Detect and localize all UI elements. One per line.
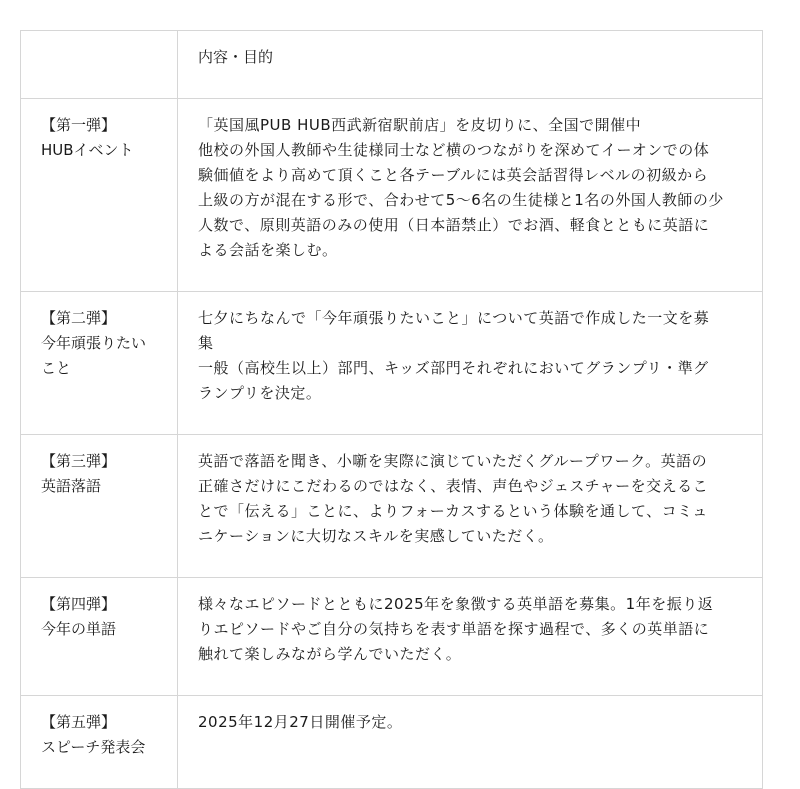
event-label-cell: [21, 696, 178, 789]
event-label-cell: [21, 292, 178, 435]
event-name: 今年頑張りたい: [41, 334, 147, 352]
content-line: 「英国風PUB HUB西武新宿駅前店」を皮切りに、全国で開催中: [198, 116, 642, 134]
table-row: [21, 578, 763, 696]
table-row: [21, 696, 763, 789]
content-line: 正確さだけにこだわるのではなく、表情、声色やジェスチャーを交えるこ: [198, 477, 709, 495]
event-content-cell: [178, 99, 763, 292]
event-name: HUBイベント: [41, 141, 134, 159]
content-line: 集: [198, 334, 214, 352]
content-line: 七夕にちなんで「今年頑張りたいこと」について英語で作成した一文を募: [198, 309, 710, 327]
events-table: [20, 30, 763, 789]
table-row: [21, 99, 763, 292]
table-header-row: [21, 31, 763, 99]
event-label-cell: [21, 578, 178, 696]
event-content-cell: [178, 578, 763, 696]
content-line: 上級の方が混在する形で、合わせて5〜6名の生徒様と1名の外国人教師の少: [198, 191, 724, 209]
content-line: 他校の外国人教師や生徒様同士など横のつながりを深めてイーオンでの体: [198, 141, 710, 159]
content-line: とで「伝える」ことに、よりフォーカスするという体験を通して、コミュ: [198, 502, 708, 520]
header-cell-content-purpose: 内容・目的: [178, 31, 763, 99]
content-line: 人数で、原則英語のみの使用（日本語禁止）でお酒、軽食とともに英語に: [198, 216, 710, 234]
header-cell-empty: [21, 31, 178, 99]
event-content-cell: [178, 435, 763, 578]
event-number: 【第四弾】: [41, 595, 117, 613]
content-line: 様々なエピソードとともに2025年を象徴する英単語を募集。1年を振り返: [198, 595, 714, 613]
event-label-cell: [21, 435, 178, 578]
content-line: 2025年12月27日開催予定。: [198, 713, 403, 731]
event-content-cell: [178, 292, 763, 435]
content-line: 触れて楽しみながら学んでいただく。: [198, 645, 462, 663]
event-number: 【第五弾】: [41, 713, 117, 731]
event-label-cell: [21, 99, 178, 292]
content-line: 一般（高校生以上）部門、キッズ部門それぞれにおいてグランプリ・準グ: [198, 359, 709, 377]
event-name: スピーチ発表会: [41, 738, 146, 756]
content-line: 験価値をより高めて頂くこと各テーブルには英会話習得レベルの初級から: [198, 166, 709, 184]
event-name: 今年の単語: [41, 620, 117, 638]
content-line: ニケーションに大切なスキルを実感していただく。: [198, 527, 554, 545]
content-line: ランプリを決定。: [198, 384, 322, 402]
event-number: 【第二弾】: [41, 309, 117, 327]
content-line: 英語で落語を聞き、小噺を実際に演じていただくグループワーク。英語の: [198, 452, 708, 470]
event-number: 【第一弾】: [41, 116, 117, 134]
table-row: [21, 292, 763, 435]
event-content-cell: [178, 696, 763, 789]
event-number: 【第三弾】: [41, 452, 117, 470]
content-line: よる会話を楽しむ。: [198, 241, 338, 259]
event-name: 英語落語: [41, 477, 102, 495]
table-row: [21, 435, 763, 578]
event-name: こと: [41, 359, 72, 377]
content-line: りエピソードやご自分の気持ちを表す単語を探す過程で、多くの英単語に: [198, 620, 710, 638]
